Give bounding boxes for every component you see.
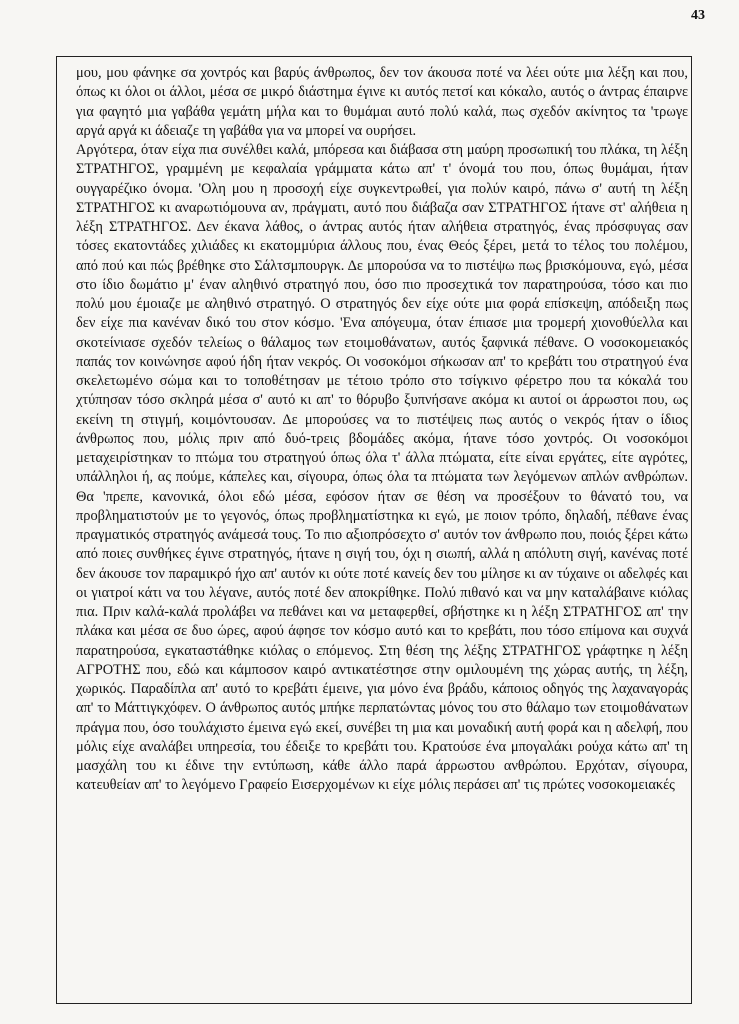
body-text [76,64,688,796]
page-number: 43 [691,8,705,23]
paragraph: Αργότερα, όταν είχα πια συνέλθει καλά, μπόρεσα και διάβασα στη μαύρη προσωπική του πλάκα, τη λέξη ΣΤΡΑΤΗΓΟΣ, γραμμένη με κεφαλαία γράμματα κάτω απ' τ' όνομά του που, όπως θυμάμαι, ήταν ουγγαρέζικο όνομα. 'Ολη μου η προσοχή είχε συγκεντρωθεί, για πολύν καιρό, πάνω σ' αυτή τη λέξη ΣΤΡΑΤΗΓΟΣ κι αναρωτιόμουνα αν, πράγματι, αυτό που διάβαζα σαν ΣΤΡΑΤΗΓΟΣ ήτανε στ' αλήθεια η λέξη ΣΤΡΑΤΗΓΟΣ. Δεν έκανα λάθος, ο άντρας αυτός ήταν αλήθεια στρατηγός, ένας πρόσφυγας σαν τόσες εκατοντάδες χιλιάδες κι εκατομμύρια άλλους που, ένας Θεός ξέρει, μετά το τέλος του πολέμου, από πού και πώς βρέθηκε στο Σάλτσμπουργκ. Δε μπορούσα να το πιστέψω πως βρισκόμουνα, εγώ, μέσα στο ίδιο δωμάτιο μ' έναν αληθινό στρατηγό που, όσο πιο προσεχτικά τον παρατηρούσα, τόσο και πιο πολύ μου έμοιαζε με αληθινό στρατηγό. Ο στρατηγός δεν είχε ούτε μια φορά επίσκεψη, απόδειξη πως δεν είχε πια κανέναν δικό του στον κόσμο. 'Ενα απόγευμα, όταν έπιασε μια τρομερή χιονοθύελλα και σκοτείνιασε σχεδόν τελείως ο θάλαμος των ετοιμοθάνατων, αυτός ξαφνικά πέθανε. Ο νοσοκομειακός παπάς τον κοινώνησε αφού ήδη ήταν νεκρός. Οι νοσοκόμοι σήκωσαν απ' το κρεβάτι του στρατηγού ένα σκελετωμένο σώμα και το τοποθέτησαν με τέτοιο τρόπο στο τσίγκινο φέρετρο που τα κόκαλά του χτύπησαν τόσο σκληρά μέσα σ' αυτό κι απ' το θόρυβο ξυπνήσανε ακόμα κι αυτοί οι άρρωστοι που, ως εκείνη τη στιγμή, κοιμόντουσαν. Δε μπορούσες να το πιστέψεις πως αυτός ο νεκρός ήταν ο ίδιος άνθρωπος που, μόλις πριν από δυό-τρεις βδομάδες ακόμα, ήτανε τόσο χοντρός. Οι νοσοκόμοι μεταχειρίστηκαν το πτώμα του στρατηγού όπως όλα τ' άλλα πτώματα, είτε είναι εργάτες, είτε αγρότες, υπάλληλοι ή, ας πούμε, κάπελες και, σίγουρα, όπως όλα τα πτώματα των λεγόμενων απλών ανθρώπων. Θα 'πρεπε, κανονικά, όλοι εδώ μέσα, εφόσον ήταν σε θέση να προσέξουν το θάνατό του, να προβληματιστούν με το γεγονός, όπως προβληματίστηκα κι εγώ, με ποιον τρόπο, δηλαδή, πέθανε ένας πραγματικός στρατηγός ανάμεσά τους. Το πιο αξιοπρόσεχτο σ' αυτόν τον άνθρωπο που, ποιός ξέρει κάτω από ποιες συνθήκες έγινε στρατηγός, ήτανε η σιγή του, όχι η σιωπή, αλλά η απόλυτη σιγή, κανένας ποτέ δεν άκουσε τον παραμικρό ήχο απ' αυτόν κι ούτε ποτέ κανείς δεν του μίλησε κι αν τύχαινε οι αδελφές και οι γιατροί κάτι να του λέγανε, αυτός ποτέ δεν αποκρίθηκε. Πολύ πιθανό και να μην καταλάβαινε κιόλας πια. Πριν καλά-καλά προλάβει να πεθάνει και να μεταφερθεί, σβήστηκε κι η λέξη ΣΤΡΑΤΗΓΟΣ απ' την πλάκα και μέσα σε δυο ώρες, αφού άφησε τον κόσμο αυτό και το κρεβάτι, που τόσο επίμονα και συχνά παρατηρούσα, εγκαταστάθηκε κιόλας ο επόμενος. Στη θέση της λέξης ΣΤΡΑΤΗΓΟΣ γράφτηκε η λέξη ΑΓΡΟΤΗΣ που, εδώ και κάμποσον καιρό αντικατέστησε στην ομιλουμένη της χώρας αυτής, τη λέξη, χωρικός. Παραδίπλα απ' αυτό το κρεβάτι έμεινε, για μόνο ένα βράδυ, κάποιος οδηγός της λαχαναγοράς απ' το Μάττιγκχόφεν. Ο άνθρωπος αυτός μπήκε περπατώντας μόνος του στο θάλαμο των ετοιμοθάνατων πράγμα που, όσο τουλάχιστο έμεινα εγώ εκεί, συνέβει τη μια και μοναδική αυτή φορά και η αδελφή, που μόλις είχε αναλάβει υπηρεσία, του έδειξε το κρεβάτι του. Κρατούσε ένα μπογαλάκι ρούχα κάτω απ' τη μασχάλη του κι έδινε την εντύπωση, κάθε άλλο παρά άρρωστου ανθρώπου. Ερχόταν, σίγουρα, κατευθείαν απ' το λεγόμενο Γραφείο Εισερχομένων κι είχε μόλις περάσει απ' τις πρώτες νοσοκομειακές [76,142,688,794]
paragraph: μου, μου φάνηκε σα χοντρός και βαρύς άνθρωπος, δεν τον άκουσα ποτέ να λέει ούτε μια λέξη και που, όπως κι όλοι οι άλλοι, μέσα σε μικρό διάστημα έγινε κι αυτός πετσί και κόκαλο, αυτός ο άντρας έπαιρνε για φαγητό μια γαβάθα γεμάτη μήλα και το θυμάμαι αυτό πολύ καλά, πως σχεδόν ακίνητος τα 'τρωγε αργά αργά κι άδειαζε τη γαβάθα για να μπορεί να ουρήσει. [76,65,688,139]
